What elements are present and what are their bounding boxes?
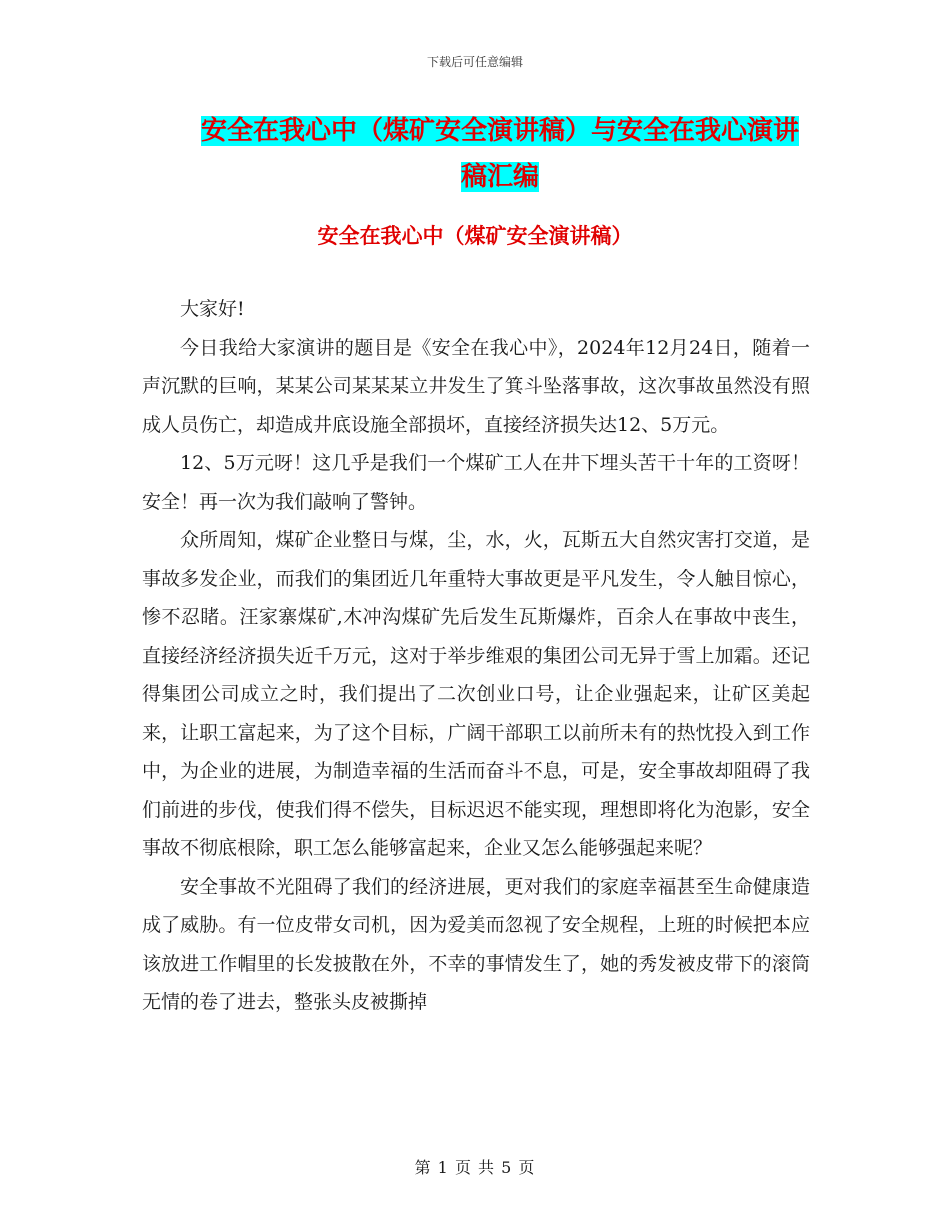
paragraph: 安全事故不光阻碍了我们的经济进展，更对我们的家庭幸福甚至生命健康造成了威胁。有一位皮带女司机，因为爱美而忽视了安全规程，上班的时候把本应该放进工作帽里的长发披散在外，不幸的事情发生了，她的秀发被皮带下的滚筒无情的卷了进去，整张头皮被撕掉 — [142, 875, 810, 1013]
document-title-text: 安全在我心中（煤矿安全演讲稿）与安全在我心演讲稿汇编 — [200, 116, 799, 192]
document-body — [142, 290, 810, 1022]
paragraph: 大家好! — [180, 298, 245, 320]
header-note: 下载后可任意编辑 — [426, 55, 523, 69]
document-title — [190, 108, 810, 200]
paragraph: 12、5万元呀！这几乎是我们一个煤矿工人在井下埋头苦干十年的工资呀！安全！再一次为我们敲响了警钟。 — [142, 452, 810, 513]
paragraph: 今日我给大家演讲的题目是《安全在我心中》，2024年12月24日，随着一声沉默的巨响，某某公司某某某立井发生了箕斗坠落事故，这次事故虽然没有照成人员伤亡，却造成井底设施全部损坏，直接经济损失达12、5万元。 — [142, 336, 810, 436]
page-footer: 第 1 页 共 5 页 — [414, 1158, 536, 1177]
paragraph: 众所周知，煤矿企业整日与煤，尘，水，火，瓦斯五大自然灾害打交道，是事故多发企业，而我们的集团近几年重特大事故更是平凡发生，令人触目惊心，惨不忍睹。汪家寨煤矿,木冲沟煤矿先后发生瓦斯爆炸，百余人在事故中丧生，直接经济经济损失近千万元，这对于举步维艰的集团公司无异于雪上加霜。还记得集团公司成立之时，我们提出了二次创业口号，让企业强起来，让矿区美起来，让职工富起来，为了这个目标，广阔干部职工以前所未有的热忱投入到工作中，为企业的进展，为制造幸福的生活而奋斗不息，可是，安全事故却阻碍了我们前进的步伐，使我们得不偿失，目标迟迟不能实现，理想即将化为泡影，安全事故不彻底根除，职工怎么能够富起来，企业又怎么能够强起来呢？ — [142, 529, 810, 859]
section-title: 安全在我心中（煤矿安全演讲稿） — [317, 224, 633, 248]
